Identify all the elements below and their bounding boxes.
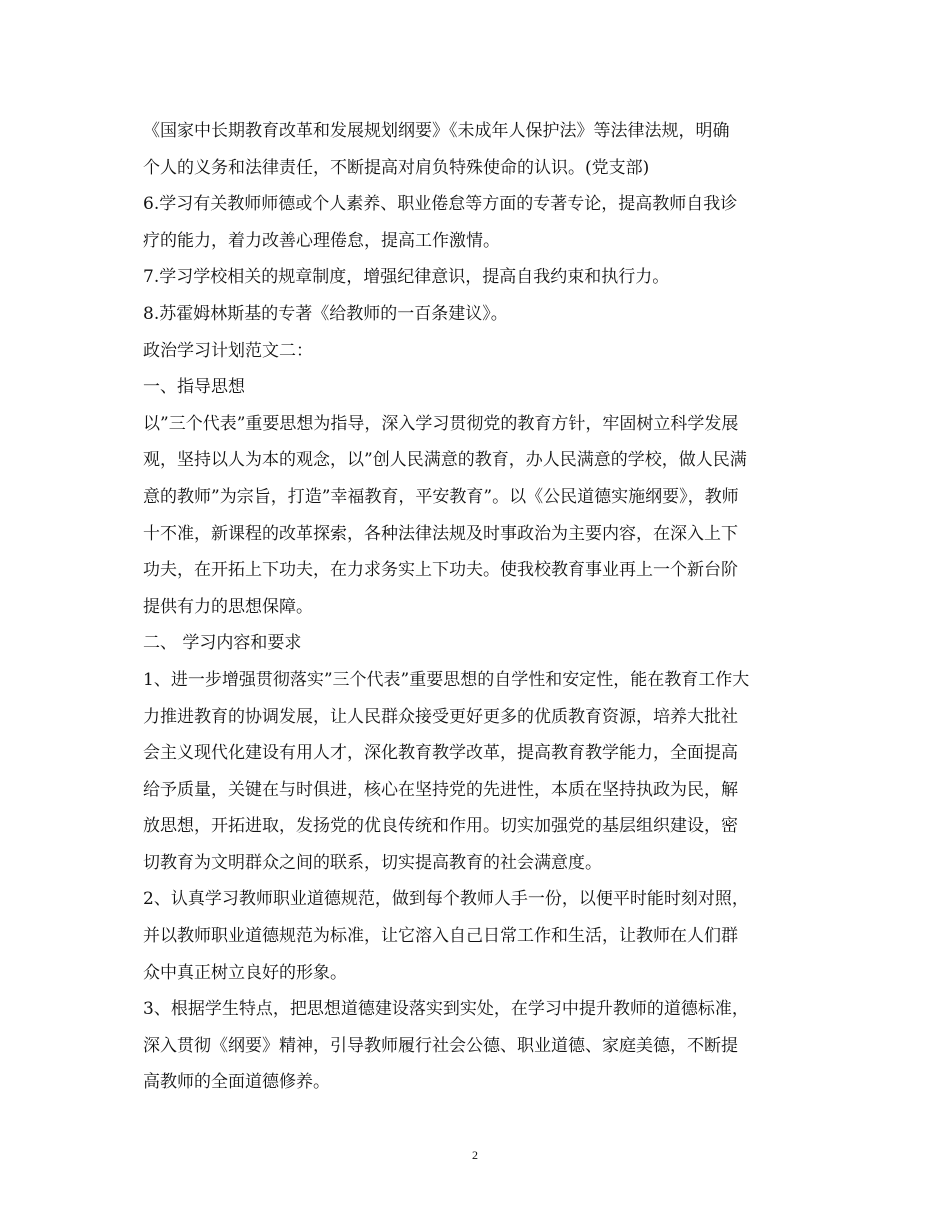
text-line: 众中真正树立良好的形象。 bbox=[143, 962, 347, 983]
text-line: 《国家中长期教育改革和发展规划纲要》《未成年人保护法》等法律法规，明确 bbox=[143, 121, 730, 141]
section-heading: 政治学习计划范文二： bbox=[143, 340, 313, 361]
text-line: 切教育为文明群众之间的联系，切实提高教育的社会满意度。 bbox=[143, 852, 602, 873]
text-line: 1、进一步增强贯彻落实”三个代表”重要思想的自学性和安定性，能在教育工作大 bbox=[143, 669, 750, 690]
text-line: 2、认真学习教师职业道德规范，做到每个教师人手一份，以便平时能时刻对照， bbox=[143, 889, 749, 910]
text-line: 功夫，在开拓上下功夫，在力求务实上下功夫。使我校教育事业再上一个新台阶 bbox=[143, 560, 738, 581]
text-line: 以”三个代表”重要思想为指导，深入学习贯彻党的教育方针，牢固树立科学发展 bbox=[143, 413, 739, 434]
text-line: 8.苏霍姆林斯基的专著《给教师的一百条建议》。 bbox=[143, 303, 508, 324]
text-line: 6.学习有关教师师德或个人素养、职业倦怠等方面的专著专论，提高教师自我诊 bbox=[143, 194, 738, 215]
text-line: 十不准，新课程的改革探索，各种法律法规及时事政治为主要内容，在深入上下 bbox=[143, 523, 738, 544]
text-line: 意的教师”为宗旨，打造”幸福教育，平安教育”。以《公民道德实施纲要》，教师 bbox=[143, 486, 739, 507]
text-line: 给予质量，关键在与时俱进，核心在坚持党的先进性，本质在坚持执政为民，解 bbox=[143, 779, 738, 800]
page-number: 2 bbox=[472, 1148, 478, 1162]
text-line: 个人的义务和法律责任，不断提高对肩负特殊使命的认识。(党支部) bbox=[143, 157, 650, 178]
text-line: 高教师的全面道德修养。 bbox=[143, 1072, 330, 1093]
section-heading: 二、 学习内容和要求 bbox=[143, 633, 302, 654]
section-heading: 一、指导思想 bbox=[143, 377, 245, 398]
text-line: 7.学习学校相关的规章制度，增强纪律意识，提高自我约束和执行力。 bbox=[143, 267, 670, 288]
text-line: 力推进教育的协调发展，让人民群众接受更好更多的优质教育资源，培养大批社 bbox=[143, 706, 738, 727]
text-line: 提供有力的思想保障。 bbox=[143, 596, 313, 617]
text-line: 放思想，开拓进取，发扬党的优良传统和作用。切实加强党的基层组织建设，密 bbox=[143, 816, 738, 837]
text-line: 观，坚持以人为本的观念，以”创人民满意的教育，办人民满意的学校，做人民满 bbox=[143, 450, 747, 471]
text-line: 深入贯彻《纲要》精神，引导教师履行社会公德、职业道德、家庭美德，不断提 bbox=[143, 1035, 738, 1056]
document-body bbox=[143, 113, 813, 1101]
text-line: 会主义现代化建设有用人才，深化教育教学改革，提高教育教学能力，全面提高 bbox=[143, 743, 738, 764]
text-line: 3、根据学生特点，把思想道德建设落实到实处，在学习中提升教师的道德标准， bbox=[143, 999, 749, 1020]
text-line: 疗的能力，着力改善心理倦怠，提高工作激情。 bbox=[143, 230, 500, 251]
text-line: 并以教师职业道德规范为标准，让它溶入自己日常工作和生活，让教师在人们群 bbox=[143, 926, 738, 947]
